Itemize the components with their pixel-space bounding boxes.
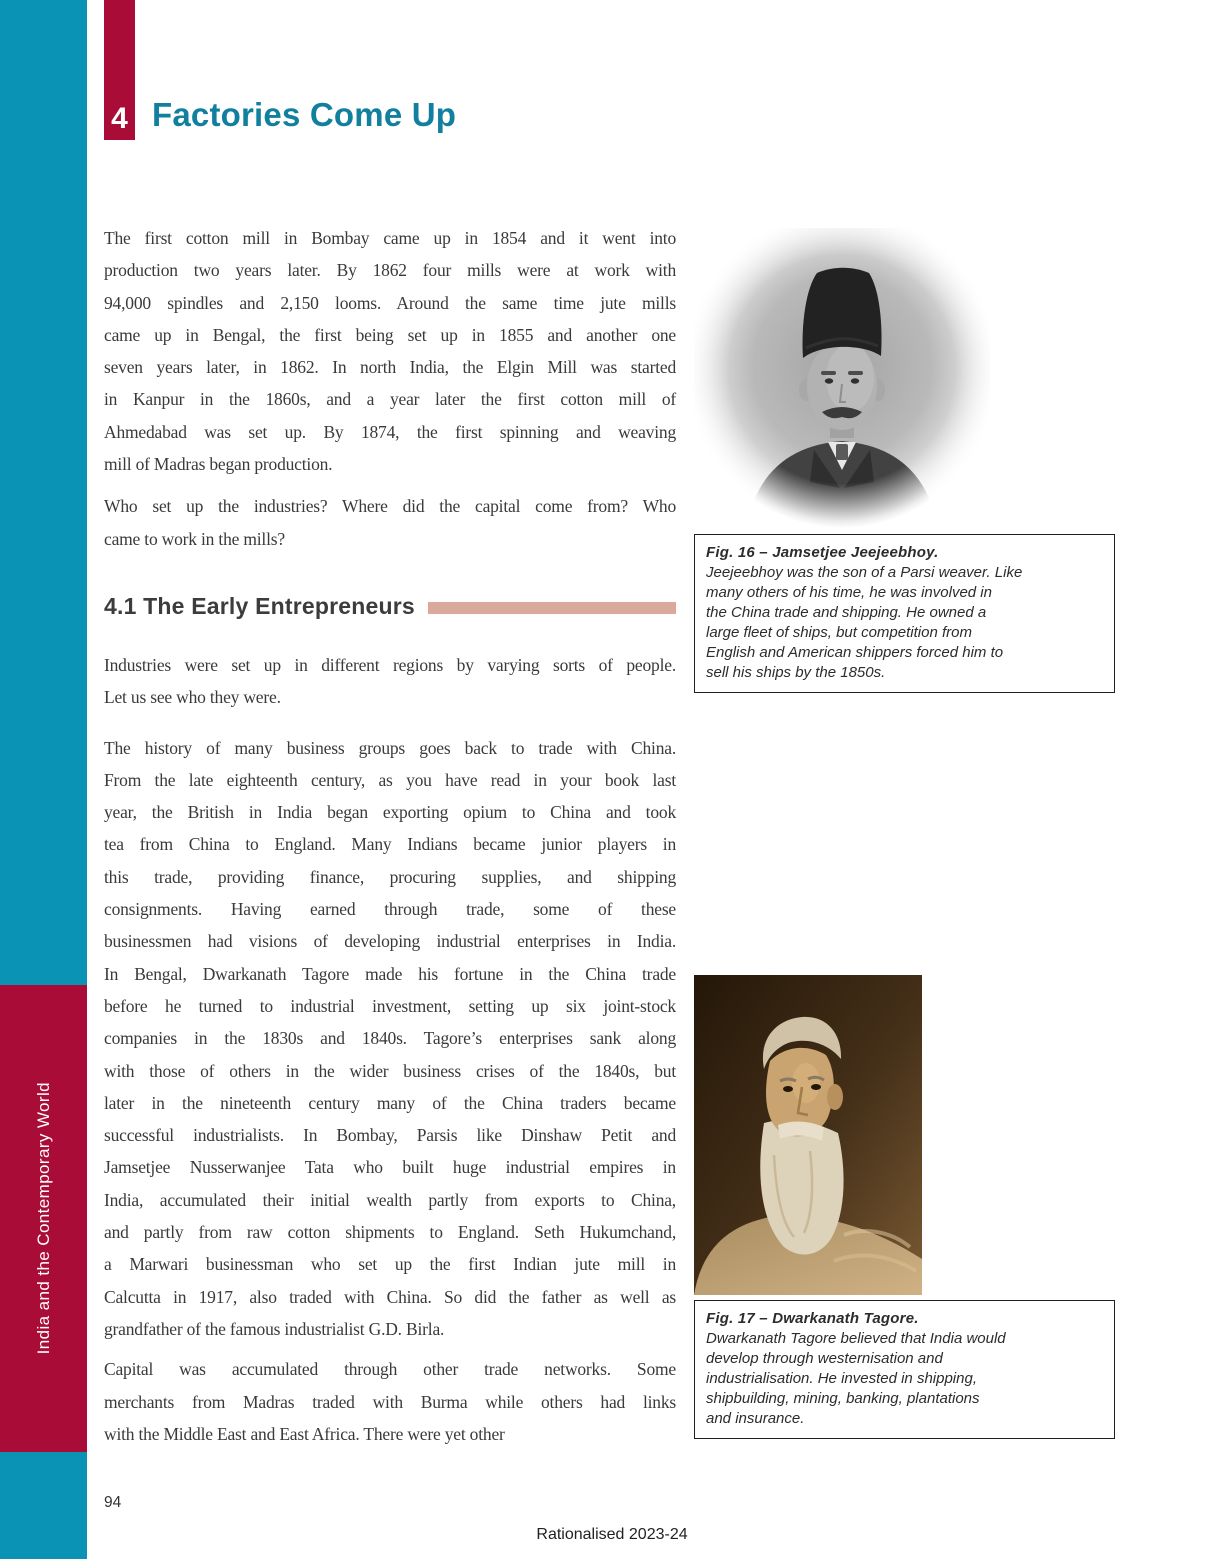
text-line: shipbuilding, mining, banking, plantations: [706, 1390, 980, 1407]
section-heading-row: [104, 594, 676, 620]
text-line: mill of Madras began production.: [104, 454, 333, 475]
text-line: sell his ships by the 1850s.: [706, 664, 886, 681]
paragraph-intro-mills: [104, 222, 676, 480]
text-line: Let us see who they were.: [104, 687, 281, 708]
chapter-number-box: [104, 0, 135, 140]
section-heading: 4.1 The Early Entrepreneurs: [104, 593, 415, 620]
figure-17-image: [694, 975, 922, 1295]
text-line: India, accumulated their initial wealth partly from exports to China,: [104, 1189, 676, 1210]
figure-16-caption-text: [706, 563, 1104, 683]
text-line: Industries were set up in different regions by varying sorts of people.: [104, 654, 676, 675]
figure-16-caption: [694, 534, 1115, 693]
text-line: with those of others in the wider business crises of the 1840s, but: [104, 1060, 676, 1081]
text-line: merchants from Madras traded with Burma while others had links: [104, 1391, 676, 1412]
text-line: year, the British in India began exporting opium to China and took: [104, 802, 676, 823]
text-line: From the late eighteenth century, as you have read in your book last: [104, 769, 676, 790]
text-line: Dwarkanath Tagore believed that India would: [706, 1330, 1006, 1347]
text-line: came to work in the mills?: [104, 528, 285, 549]
paragraph-china-trade: [104, 732, 676, 1346]
figure-17-caption-title: Fig. 17 – Dwarkanath Tagore.: [706, 1310, 919, 1327]
text-line: many others of his time, he was involved in: [706, 584, 992, 601]
text-line: came up in Bengal, the first being set up in 1855 and another one: [104, 324, 676, 345]
text-line: tea from China to England. Many Indians became junior players in: [104, 834, 676, 855]
text-line: Jamsetjee Nusserwanjee Tata who built huge industrial empires in: [104, 1157, 676, 1178]
text-line: seven years later, in 1862. In north India, the Elgin Mill was started: [104, 357, 676, 378]
text-line: large fleet of ships, but competition from: [706, 624, 972, 641]
jamsetjee-jeejeebhoy-portrait: [694, 228, 990, 528]
text-line: consignments. Having earned through trade, some of these: [104, 899, 676, 920]
text-line: Who set up the industries? Where did the capital come from? Who: [104, 496, 676, 517]
figure-17-caption: [694, 1300, 1115, 1439]
text-line: and partly from raw cotton shipments to England. Seth Hukumchand,: [104, 1222, 676, 1243]
text-line: Ahmedabad was set up. By 1874, the first spinning and weaving: [104, 421, 676, 442]
text-line: businessmen had visions of developing industrial enterprises in India.: [104, 931, 676, 952]
figure-17-caption-text: [706, 1329, 1104, 1429]
text-line: later in the nineteenth century many of the China traders became: [104, 1092, 676, 1113]
body-text-column: [104, 222, 676, 1460]
text-line: 94,000 spindles and 2,150 looms. Around the same time jute mills: [104, 292, 676, 313]
text-line: the China trade and shipping. He owned a: [706, 604, 987, 621]
text-line: companies in the 1830s and 1840s. Tagore’s enterprises sank along: [104, 1028, 676, 1049]
text-line: a Marwari businessman who set up the first Indian jute mill in: [104, 1254, 676, 1275]
paragraph-questions: [104, 490, 676, 555]
text-line: this trade, providing finance, procuring supplies, and shipping: [104, 866, 676, 887]
series-title-band: [0, 985, 87, 1452]
paragraph-industries-regions: [104, 649, 676, 714]
text-line: industrialisation. He invested in shipping,: [706, 1370, 977, 1387]
text-line: grandfather of the famous industrialist G.D. Birla.: [104, 1318, 445, 1339]
text-line: develop through westernisation and: [706, 1350, 943, 1367]
section-heading-bar: [428, 602, 676, 614]
dwarkanath-tagore-portrait: [694, 975, 922, 1295]
text-line: The first cotton mill in Bombay came up in 1854 and it went into: [104, 228, 676, 248]
text-line: in Kanpur in the 1860s, and a year later the first cotton mill of: [104, 389, 676, 410]
page-number: 94: [104, 1494, 122, 1511]
paragraph-capital-networks: [104, 1353, 676, 1450]
text-line: with the Middle East and East Africa. There were yet other: [104, 1423, 505, 1444]
text-line: The history of many business groups goes back to trade with China.: [104, 737, 676, 758]
series-title-vertical: India and the Contemporary World: [33, 1082, 53, 1355]
figure-16-image: [694, 228, 990, 528]
text-line: Calcutta in 1917, also traded with China. So did the father as well as: [104, 1286, 676, 1307]
text-line: Capital was accumulated through other trade networks. Some: [104, 1359, 676, 1380]
text-line: English and American shippers forced him to: [706, 644, 1004, 661]
text-line: Jeejeebhoy was the son of a Parsi weaver. Like: [706, 564, 1023, 581]
chapter-title: Factories Come Up: [152, 96, 457, 133]
text-line: production two years later. By 1862 four mills were at work with: [104, 260, 676, 281]
text-line: and insurance.: [706, 1410, 805, 1427]
footer-note: Rationalised 2023-24: [536, 1526, 688, 1543]
chapter-number: 4: [111, 102, 128, 135]
text-line: before he turned to industrial investment, setting up six joint-stock: [104, 995, 676, 1016]
text-line: successful industrialists. In Bombay, Parsis like Dinshaw Petit and: [104, 1125, 676, 1146]
figure-16-caption-title: Fig. 16 – Jamsetjee Jeejeebhoy.: [706, 544, 939, 561]
text-line: In Bengal, Dwarkanath Tagore made his fortune in the China trade: [104, 963, 676, 984]
